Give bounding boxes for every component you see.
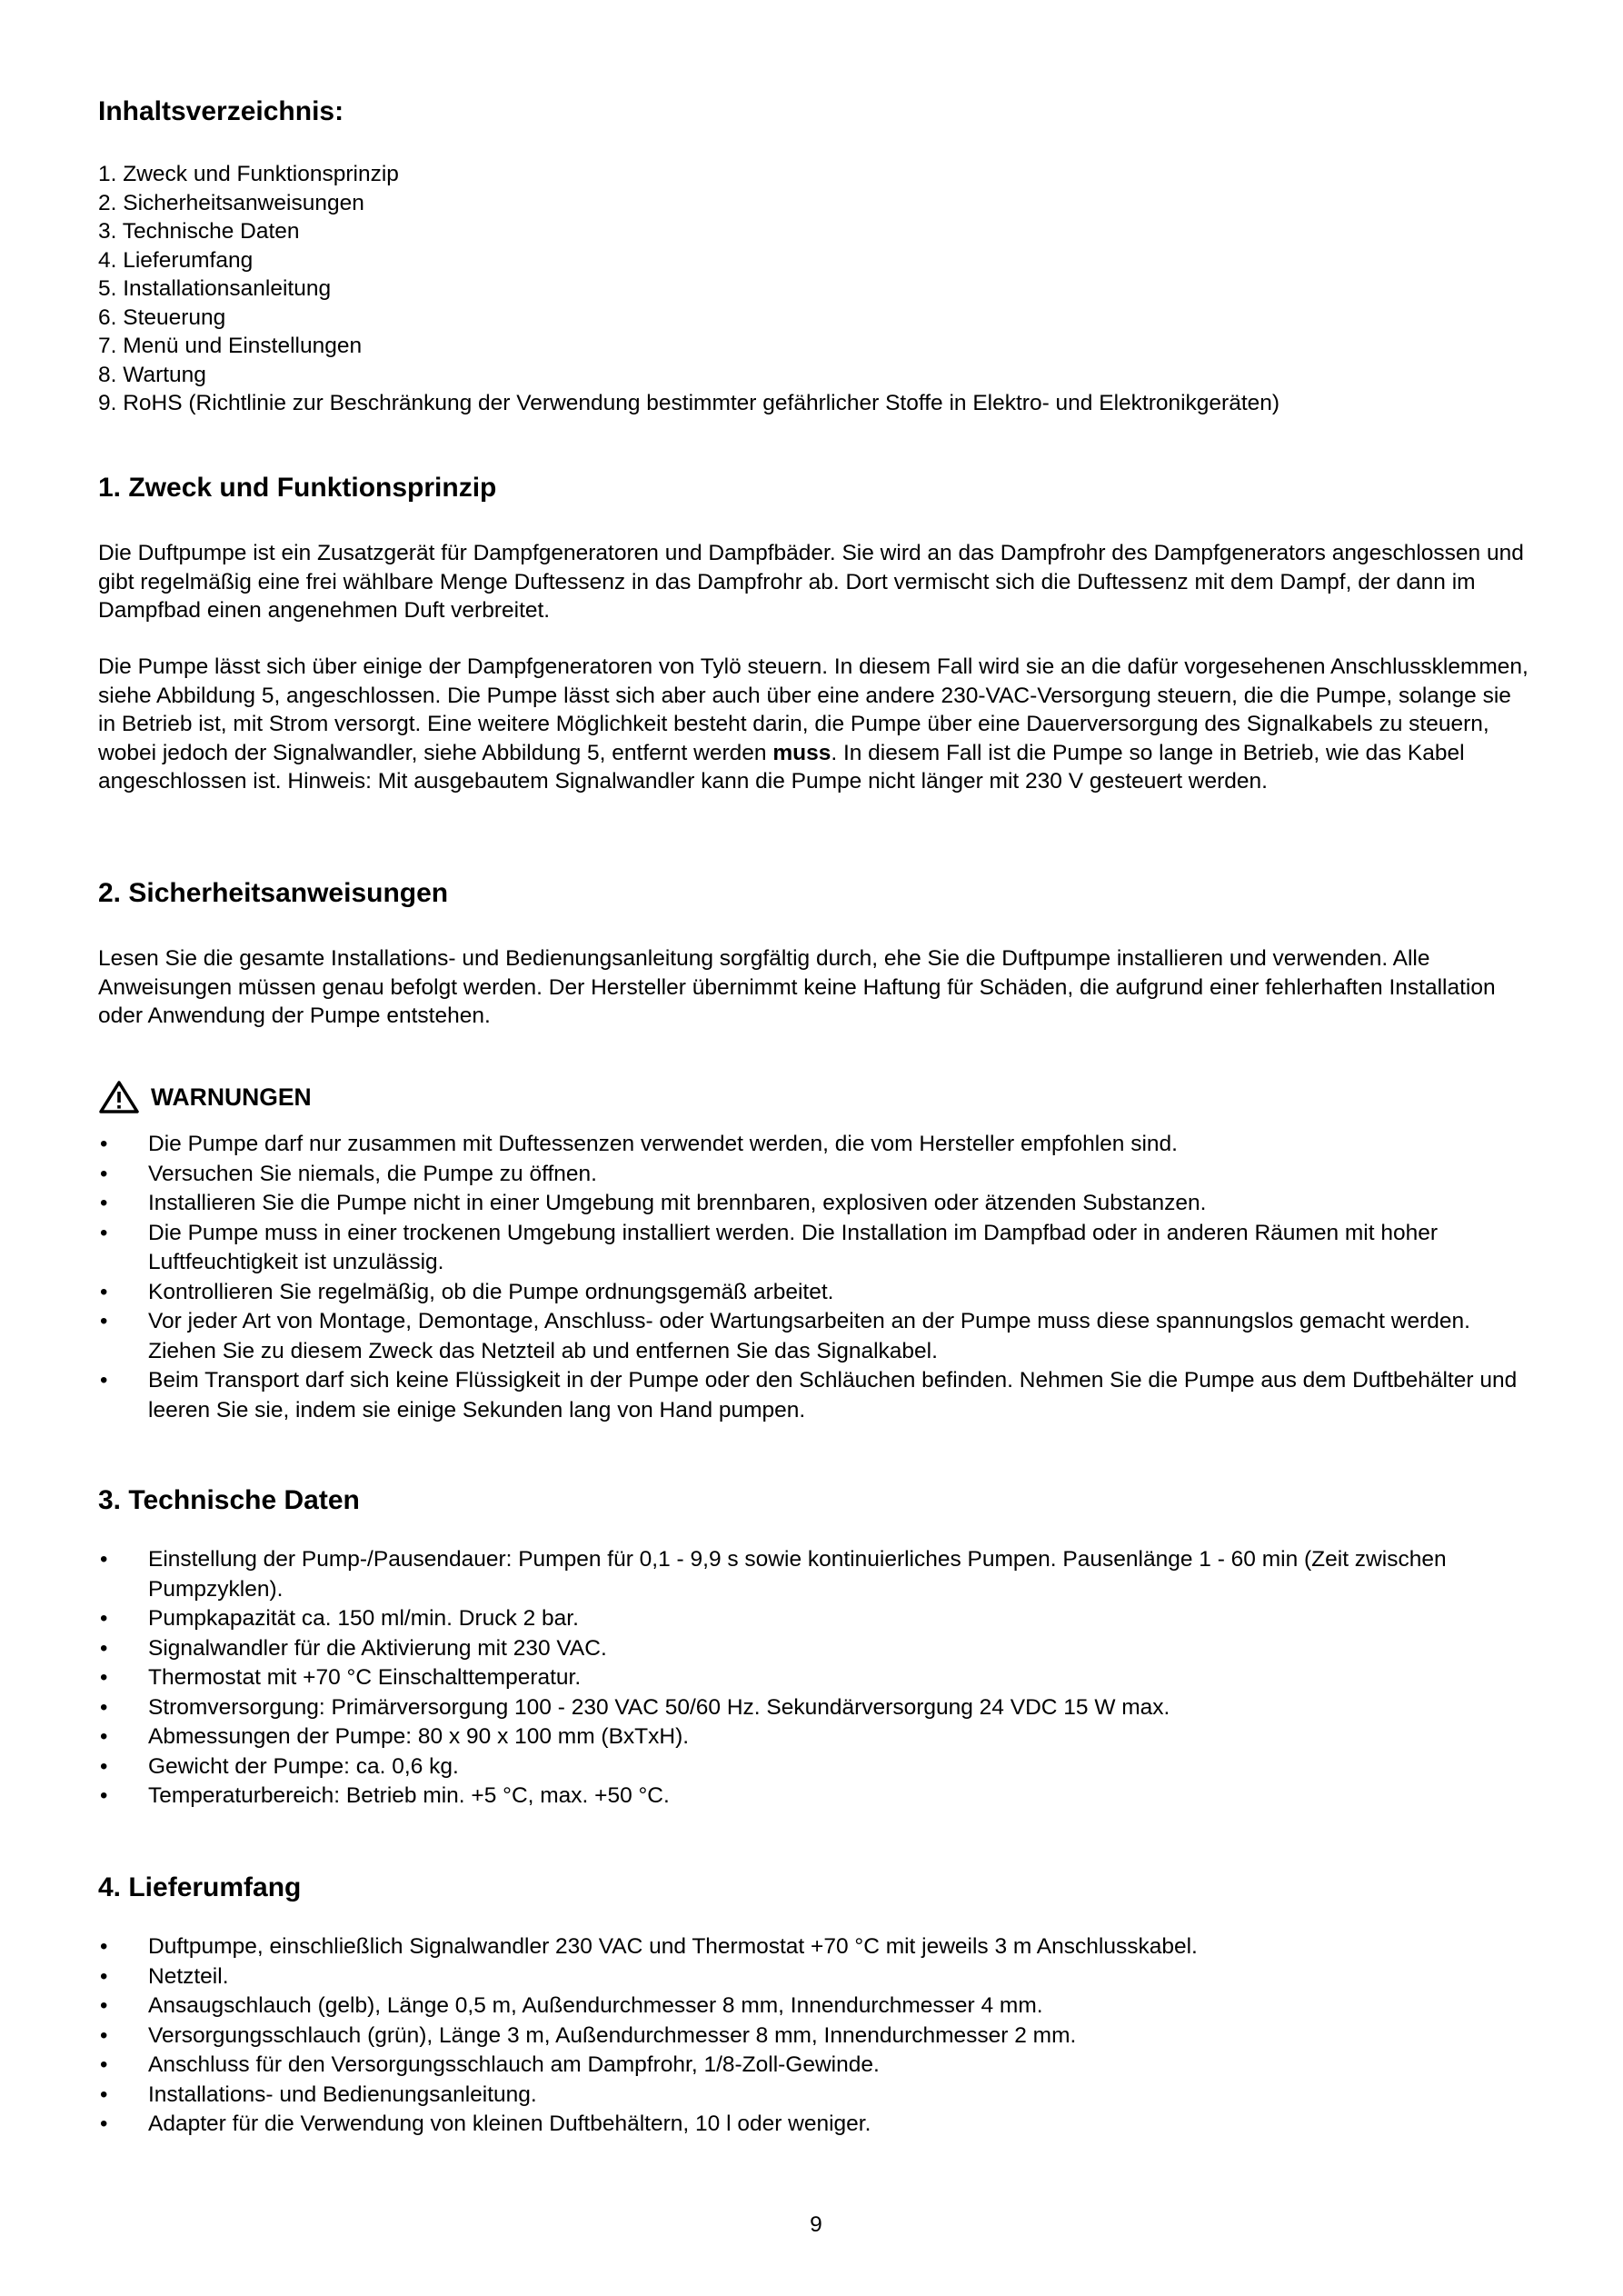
toc-item: 5. Installationsanleitung bbox=[98, 276, 332, 301]
toc-title: Inhaltsverzeichnis: bbox=[98, 96, 344, 126]
warning-list bbox=[98, 1130, 1534, 1425]
section-1-paragraph-2 bbox=[98, 653, 1534, 796]
section-4-heading: 4. Lieferumfang bbox=[98, 1872, 302, 1902]
toc-item: 6. Steuerung bbox=[98, 304, 226, 330]
toc-item: 4. Lieferumfang bbox=[98, 247, 254, 273]
section-2-heading: 2. Sicherheitsanweisungen bbox=[98, 878, 449, 908]
delivery-item: • Duftpumpe, einschließlich Signalwandler 230 VAC und Thermostat +70 °C mit jeweils 3 m Anschlusskabel. bbox=[98, 1932, 1534, 1962]
technical-data-item: • Pumpkapazität ca. 150 ml/min. Druck 2 bar. bbox=[98, 1604, 1534, 1634]
delivery-item: • Netzteil. bbox=[98, 1962, 1534, 1992]
section-3-heading: 3. Technische Daten bbox=[98, 1485, 360, 1515]
warning-title: WARNUNGEN bbox=[151, 1083, 312, 1111]
delivery-item: • Versorgungsschlauch (grün), Länge 3 m, Außendurchmesser 8 mm, Innendurchmesser 2 mm. bbox=[98, 2021, 1534, 2051]
technical-data-item: • Gewicht der Pumpe: ca. 0,6 kg. bbox=[98, 1752, 1534, 1782]
section-2-paragraph: Lesen Sie die gesamte Installations- und Bedienungsanleitung sorgfältig durch, ehe Sie die Duftpumpe installieren und verwenden. Alle Anweisungen müssen genau befolgt werden. Der Hersteller übernimmt keine Haftung für Schäden, die aufgrund einer fehlerhaften Installation oder Anwendung der Pumpe entstehen. bbox=[98, 946, 1496, 1028]
technical-data-item: • Einstellung der Pump-/Pausendauer: Pumpen für 0,1 - 9,9 s sowie kontinuierliches Pumpen. Pausenlänge 1 - 60 min (Zeit zwischen Pumpzyklen). bbox=[98, 1545, 1534, 1604]
warning-item: • Beim Transport darf sich keine Flüssigkeit in der Pumpe oder den Schläuchen befinden. Nehmen Sie die Pumpe aus dem Duftbehälter und leeren Sie sie, indem sie einige Sekunden lang von Hand pumpen. bbox=[98, 1366, 1534, 1425]
technical-data-item: • Temperaturbereich: Betrieb min. +5 °C, max. +50 °C. bbox=[98, 1782, 1534, 1812]
warning-item: • Installieren Sie die Pumpe nicht in einer Umgebung mit brennbaren, explosiven oder ätzenden Substanzen. bbox=[98, 1189, 1534, 1219]
delivery-item: • Ansaugschlauch (gelb), Länge 0,5 m, Außendurchmesser 8 mm, Innendurchmesser 4 mm. bbox=[98, 1992, 1534, 2021]
paragraph-text: . In diesem Fall ist die Pumpe so lange in Betrieb, wie das Kabel angeschlossen ist. Hinweis: Mit ausgebautem Signalwandler kann die Pumpe nicht länger mit 230 V gesteuert werden. bbox=[98, 740, 1465, 794]
warning-item: • Kontrollieren Sie regelmäßig, ob die Pumpe ordnungsgemäß arbeitet. bbox=[98, 1278, 1534, 1308]
toc-item: 8. Wartung bbox=[98, 362, 206, 387]
warning-item: • Vor jeder Art von Montage, Demontage, Anschluss- oder Wartungsarbeiten an der Pumpe muss diese spannungslos gemacht werden. Ziehen Sie zu diesem Zweck das Netzteil ab und entfernen Sie das Signalkabel. bbox=[98, 1307, 1534, 1366]
technical-data-item: • Signalwandler für die Aktivierung mit 230 VAC. bbox=[98, 1634, 1534, 1664]
warning-triangle-icon bbox=[98, 1080, 140, 1114]
toc-item: 2. Sicherheitsanweisungen bbox=[98, 190, 364, 215]
warning-item: • Die Pumpe muss in einer trockenen Umgebung installiert werden. Die Installation im Dampfbad oder in anderen Räumen mit hoher Luftfeuchtigkeit ist unzulässig. bbox=[98, 1219, 1534, 1278]
warning-item: • Die Pumpe darf nur zusammen mit Duftessenzen verwendet werden, die vom Hersteller empfohlen sind. bbox=[98, 1130, 1534, 1160]
delivery-scope-list bbox=[98, 1932, 1534, 2140]
toc-item: 1. Zweck und Funktionsprinzip bbox=[98, 162, 399, 186]
paragraph-text: Die Pumpe lässt sich über einige der Dampfgeneratoren von Tylö steuern. In diesem Fall wird sie an die dafür vorgesehenen Anschlussklemmen, siehe Abbildung 5, angeschlossen. Die Pumpe lässt sich aber auch über eine andere 230-VAC-Versorgung steuern, die die Pumpe, solange sie in Betrieb ist, mit Strom versorgt. Eine weitere Möglichkeit besteht darin, die Pumpe über eine Dauerversorgung des Signalkabels zu steuern, wobei jedoch der Signalwandler, siehe Abbildung 5, entfernt werden bbox=[98, 654, 1528, 765]
technical-data-list bbox=[98, 1545, 1534, 1812]
section-1-paragraph-1: Die Duftpumpe ist ein Zusatzgerät für Dampfgeneratoren und Dampfbäder. Sie wird an das Dampfrohr des Dampfgenerators angeschlossen und gibt regelmäßig eine frei wählbare Menge Duftessenz in das Dampfrohr ab. Dort vermischt sich die Duftessenz mit dem Dampf, der dann im Dampfbad einen angenehmen Duft verbreitet. bbox=[98, 541, 1524, 623]
technical-data-item: • Stromversorgung: Primärversorgung 100 - 230 VAC 50/60 Hz. Sekundärversorgung 24 VDC 15 W max. bbox=[98, 1693, 1534, 1723]
toc-item: 3. Technische Daten bbox=[98, 219, 300, 244]
delivery-item: • Anschluss für den Versorgungsschlauch am Dampfrohr, 1/8-Zoll-Gewinde. bbox=[98, 2051, 1534, 2081]
warning-header bbox=[98, 1080, 1534, 1114]
toc-list bbox=[98, 160, 1279, 418]
technical-data-item: • Abmessungen der Pumpe: 80 x 90 x 100 mm (BxTxH). bbox=[98, 1722, 1534, 1752]
emphasis-text: muss bbox=[772, 740, 831, 765]
delivery-item: • Installations- und Bedienungsanleitung. bbox=[98, 2081, 1534, 2111]
page-number: 9 bbox=[810, 2212, 822, 2237]
toc-item: 7. Menü und Einstellungen bbox=[98, 334, 363, 358]
delivery-item: • Adapter für die Verwendung von kleinen Duftbehältern, 10 l oder weniger. bbox=[98, 2110, 1534, 2140]
toc-item: 9. RoHS (Richtlinie zur Beschränkung der Verwendung bestimmter gefährlicher Stoffe in Elektro- und Elektronikgeräten) bbox=[98, 391, 1280, 415]
warning-item: • Versuchen Sie niemals, die Pumpe zu öffnen. bbox=[98, 1160, 1534, 1190]
technical-data-item: • Thermostat mit +70 °C Einschalttemperatur. bbox=[98, 1663, 1534, 1693]
section-1-heading: 1. Zweck und Funktionsprinzip bbox=[98, 473, 497, 503]
